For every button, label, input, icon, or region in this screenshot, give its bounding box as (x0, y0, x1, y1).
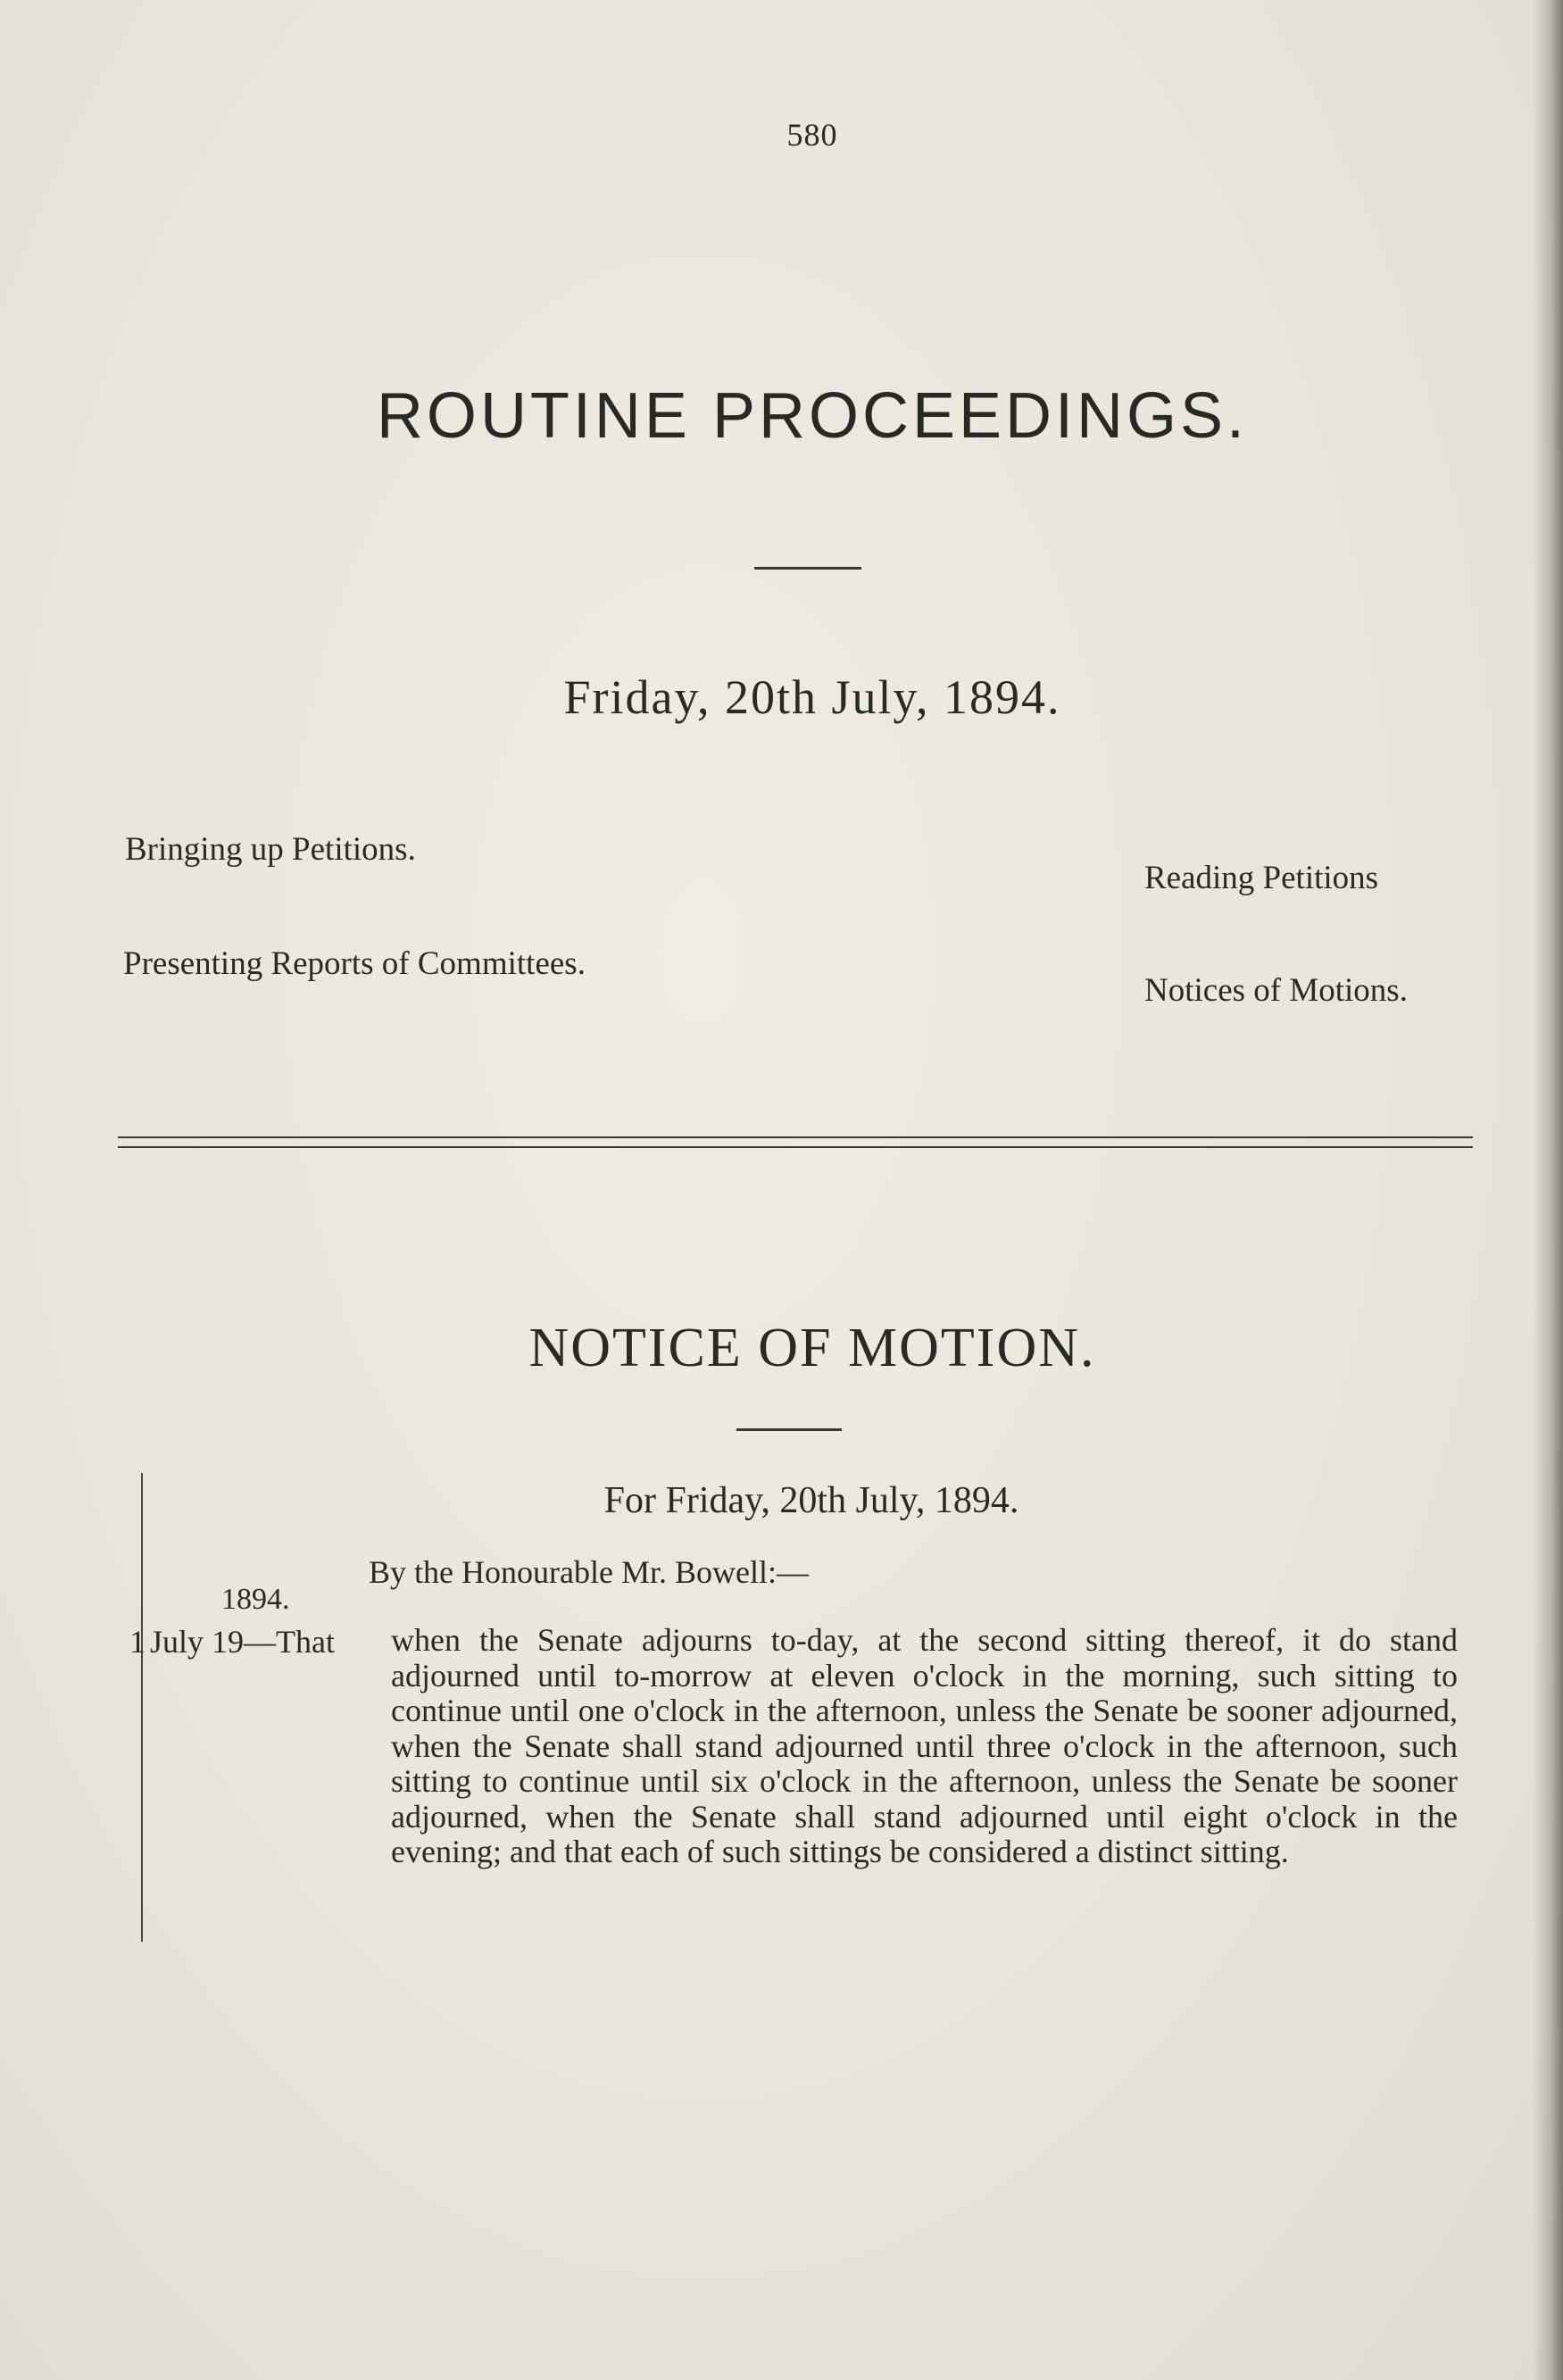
notice-by-line: By the Honourable Mr. Bowell:— (369, 1554, 809, 1590)
proceeding-item: Bringing up Petitions. (125, 831, 416, 868)
motion-number: 1 (129, 1624, 145, 1660)
title-divider (754, 567, 861, 570)
margin-rule (141, 1473, 143, 1942)
proceeding-item: Notices of Motions. (1144, 972, 1408, 1009)
page-title: ROUTINE PROCEEDINGS. (376, 380, 1249, 452)
page-number: 580 (786, 117, 838, 153)
notice-year: 1894. (221, 1583, 290, 1616)
proceeding-item: Reading Petitions (1144, 860, 1379, 896)
motion-text: when the Senate adjourns to-day, at the second sitting thereof, it do stand adjourned until to-morrow at eleven o'clock in the morning, such sitting to continue until one o'clock in the afternoon, unless the Senate be sooner adjourned, when the Senate shall stand adjourned until three o'clock in the afternoon, such sitting to continue until six o'clock in the afternoon, unless the Senate be sooner adjourned, when the Senate shall stand adjourned until eight o'clock in the evening; and that each of such sittings be considered a distinct sitting. (391, 1622, 1458, 1869)
spine-shadow (1533, 0, 1563, 2380)
notice-title: NOTICE OF MOTION. (528, 1318, 1096, 1378)
motion-date: July 19—That (150, 1624, 335, 1660)
notice-for-date: For Friday, 20th July, 1894. (603, 1480, 1019, 1521)
sitting-date: Friday, 20th July, 1894. (563, 670, 1061, 724)
section-divider (118, 1136, 1473, 1148)
proceeding-item: Presenting Reports of Committees. (123, 945, 586, 982)
notice-divider (736, 1428, 842, 1431)
